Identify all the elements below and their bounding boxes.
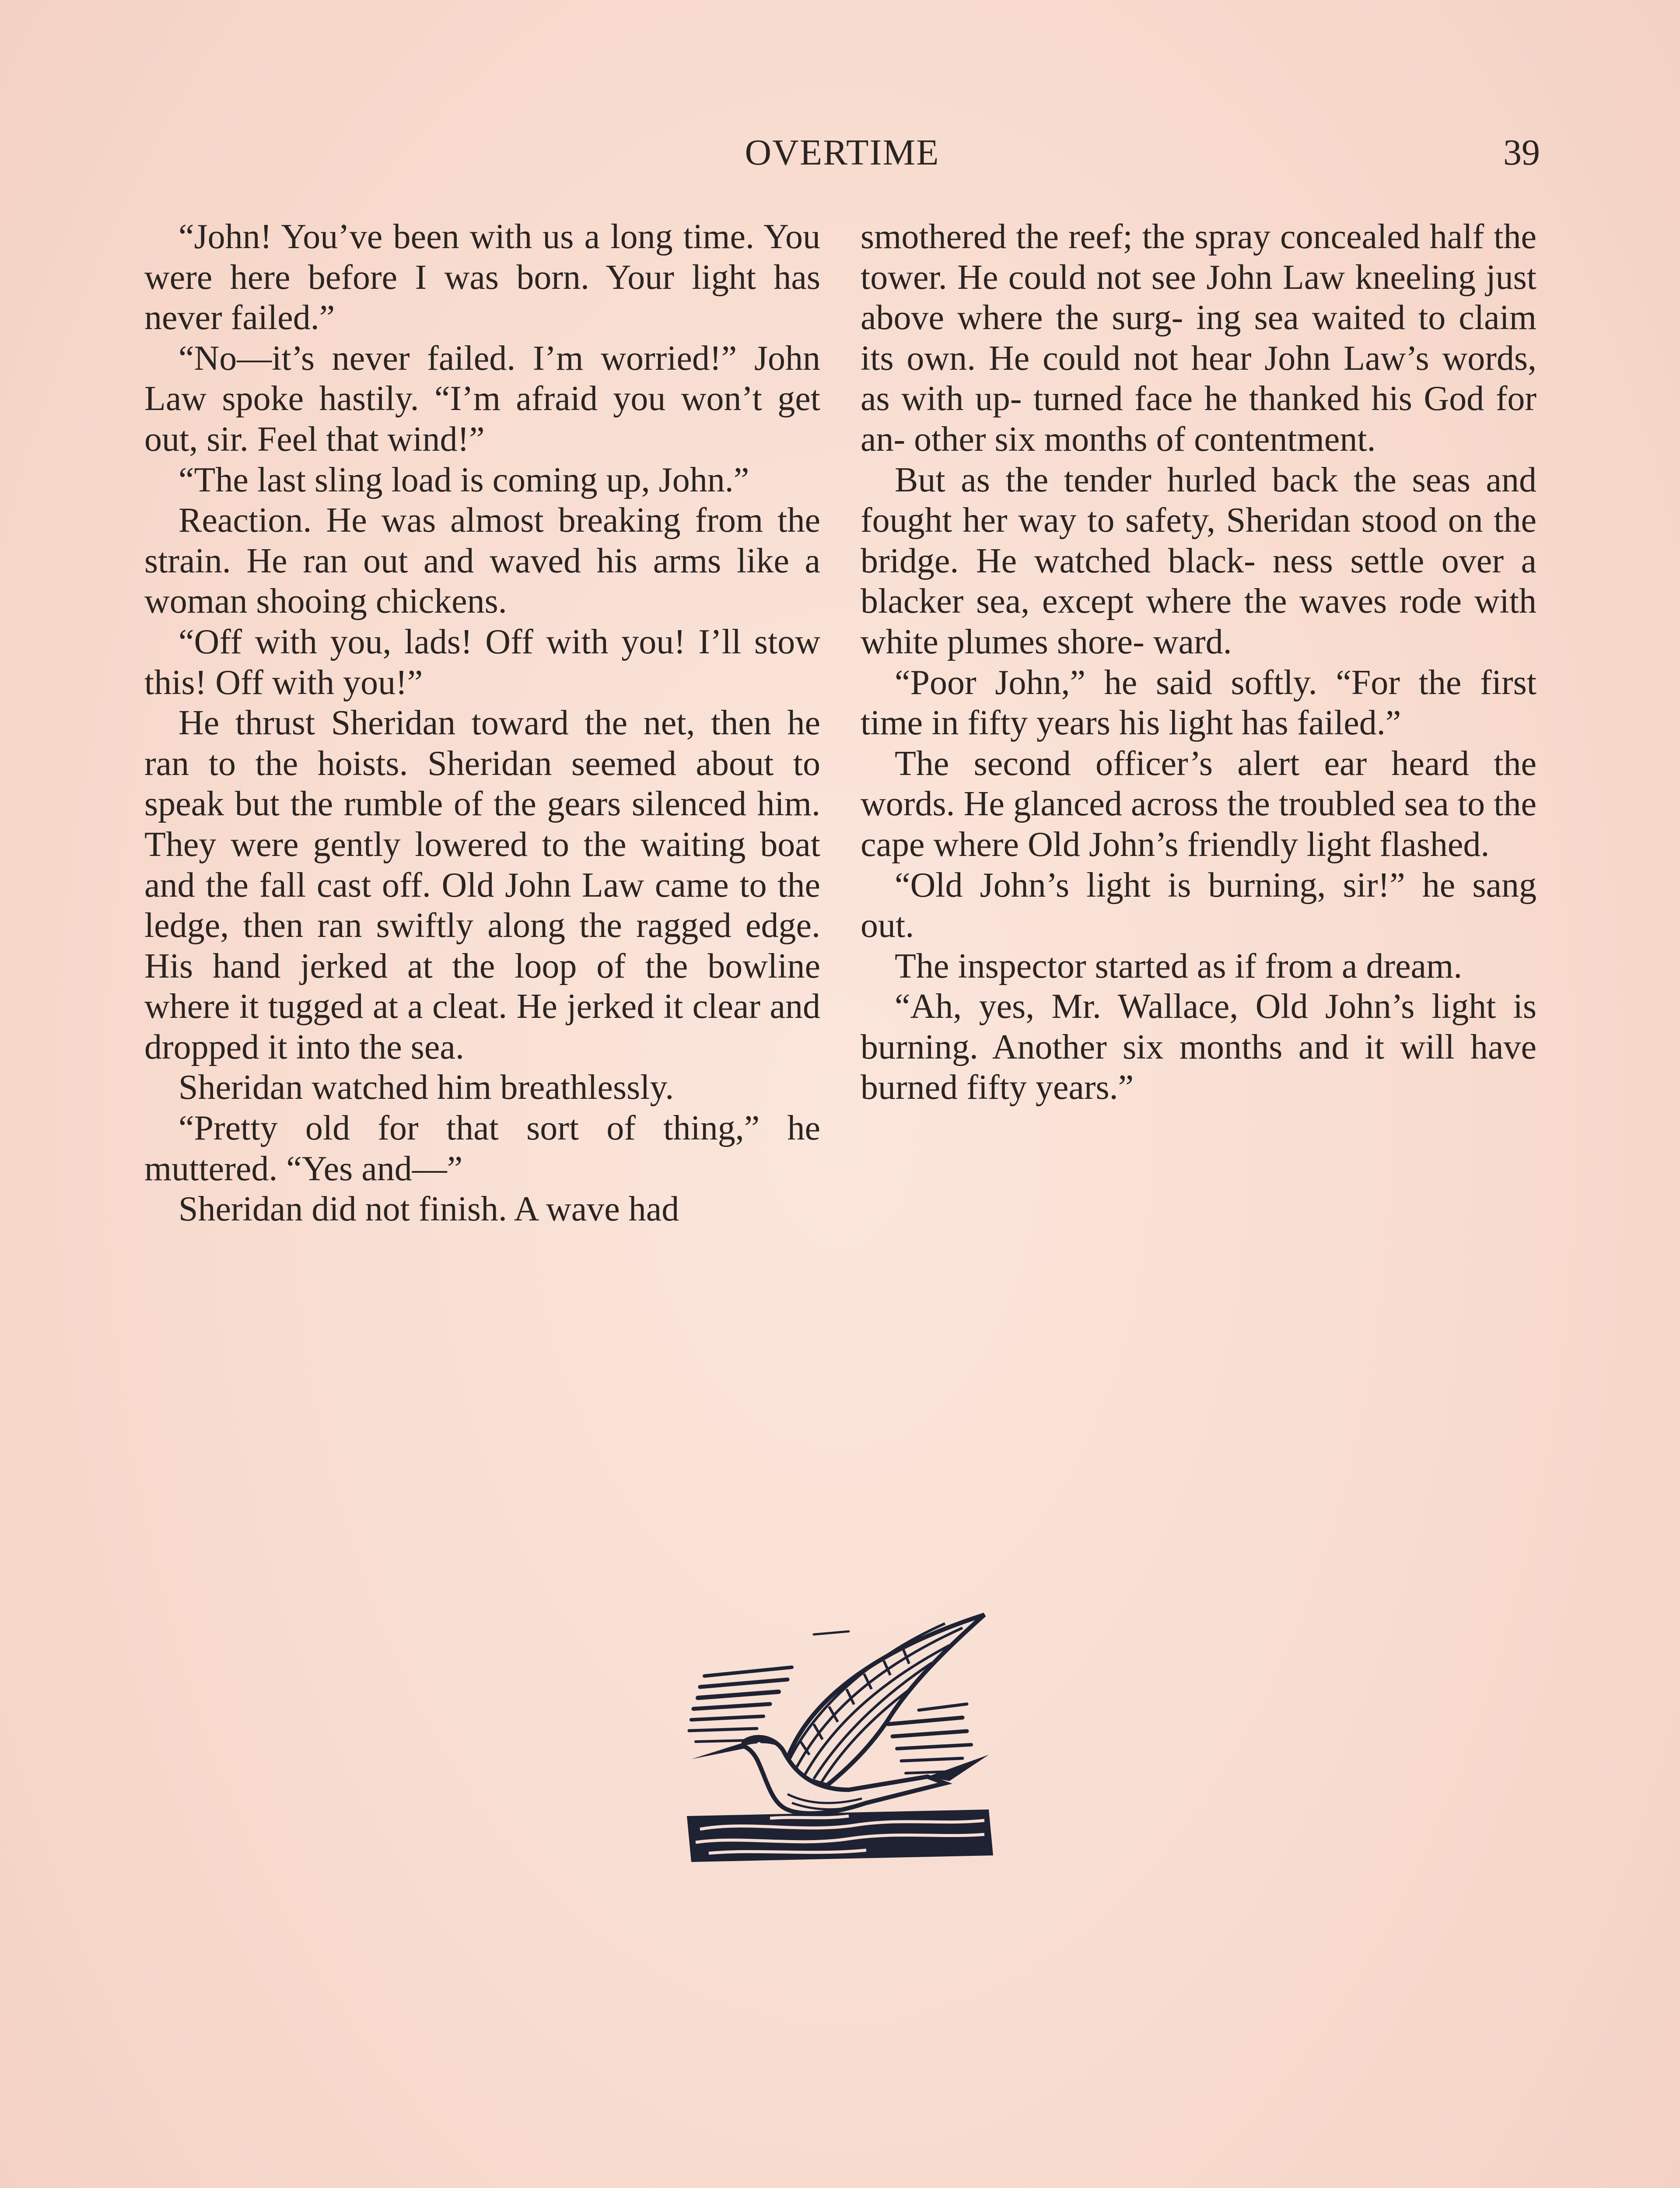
page-number: 39	[1503, 132, 1540, 173]
paragraph: “No—it’s never failed. I’m worried!” John Law spoke hastily. “I’m afraid you won’t get out, sir. Feel that wind!”	[144, 339, 820, 459]
paragraph: The inspector started as if from a dream.	[895, 947, 1463, 985]
running-head	[144, 131, 1540, 179]
paragraph: “John! You’ve been with us a long time. You were here before I was born. Your light has never failed.”	[144, 217, 820, 337]
right-column	[861, 217, 1536, 1108]
running-title: OVERTIME	[745, 132, 940, 173]
paragraph: “Poor John,” he said softly. “For the first time in fifty years his light has failed.”	[861, 663, 1536, 743]
paragraph: He thrust Sheridan toward the net, then he ran to the hoists. Sheridan seemed about to speak but the rumble of the gears silenced him. They were gently lowered to the waiting boat and the fall cast off. Old John Law came to the ledge, then ran swiftly along the ragged edge. His hand jerked at the loop of the bowline where it tugged at a cleat. He jerked it clear and dropped it into the sea.	[144, 704, 820, 1066]
paragraph: “Off with you, lads! Off with you! I’ll stow this! Off with you!”	[144, 622, 820, 702]
paragraph: “Old John’s light is burning, sir!” he sang out.	[861, 866, 1536, 945]
left-column	[144, 217, 820, 1230]
paragraph: The second officer’s alert ear heard the words. He glanced across the troubled sea to the cape where Old John’s friendly light flashed.	[861, 744, 1536, 864]
paragraph: “Pretty old for that sort of thing,” he muttered. “Yes and—”	[144, 1109, 820, 1188]
paragraph-continued: smothered the reef; the spray concealed half the tower. He could not see John Law kneeling just above where the surg- ing sea waited to claim its own. He could not hear John Law’s words, as with up- turned face he thanked his God for an- other six months of contentment.	[861, 217, 1536, 459]
paragraph: “The last sling load is coming up, John.”	[178, 460, 749, 499]
paragraph: Reaction. He was almost breaking from the strain. He ran out and waved his arms like a woman shooing chickens.	[144, 501, 820, 621]
seagull-woodcut-icon	[682, 1610, 998, 1904]
paragraph: Sheridan did not finish. A wave had	[178, 1190, 679, 1229]
paragraph: Sheridan watched him breathlessly.	[178, 1068, 674, 1107]
paragraph: But as the tender hurled back the seas and fought her way to safety, Sheridan stood on the bridge. He watched black- ness settle over a blacker sea, except where the waves rode with white plumes shore- ward.	[861, 460, 1536, 661]
paragraph: “Ah, yes, Mr. Wallace, Old John’s light is burning. Another six months and it will have burned fifty years.”	[861, 987, 1536, 1107]
